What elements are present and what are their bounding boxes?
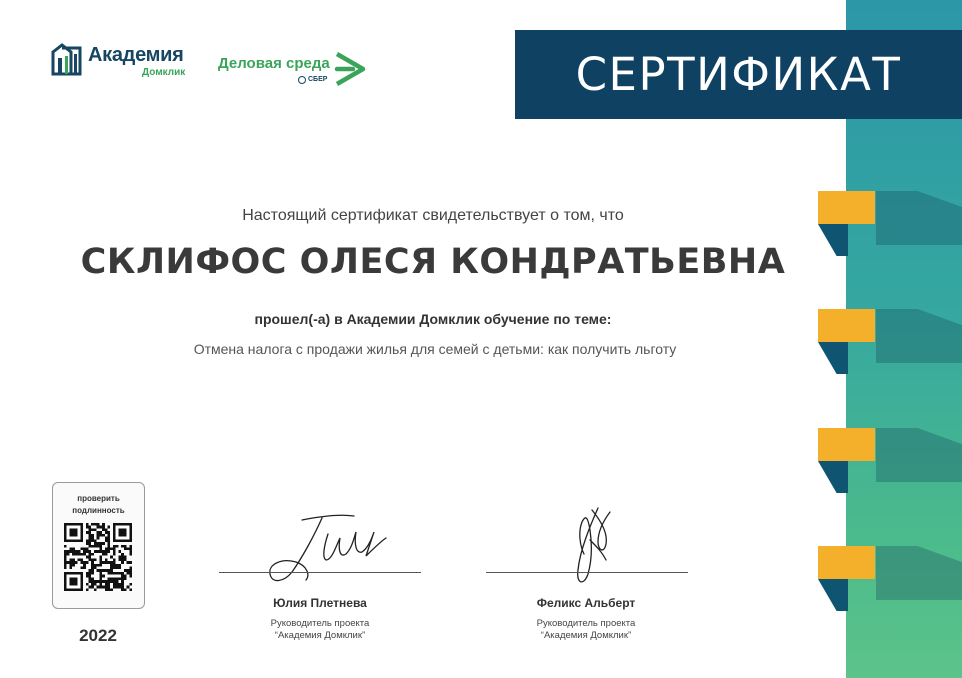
title-banner xyxy=(515,30,962,119)
signer-name: Юлия Плетнева xyxy=(273,596,367,610)
arrow-play-icon xyxy=(331,50,369,88)
signer-name: Феликс Альберт xyxy=(536,596,636,610)
qr-code[interactable] xyxy=(64,523,132,591)
qr-verification-card[interactable] xyxy=(52,482,145,609)
decorative-tab xyxy=(818,428,876,498)
signature-pletneva xyxy=(262,508,392,590)
signature-line xyxy=(486,572,688,573)
signature-line xyxy=(219,572,421,573)
signer-role-line: Руководитель проекта xyxy=(270,618,370,629)
signer-role xyxy=(190,618,450,642)
intro-text: Настоящий сертификат свидетельствует о том, что xyxy=(242,207,624,224)
academy-domclick-logo xyxy=(50,42,200,82)
signer-role xyxy=(456,618,716,642)
signer-role-line: “Академия Домклик” xyxy=(274,630,366,641)
passed-text: прошел(-а) в Академии Домклик обучение по теме: xyxy=(254,311,612,327)
delovaya-sreda-logo xyxy=(218,50,370,92)
recipient-name: СКЛИФОС ОЛЕСЯ КОНДРАТЬЕВНА xyxy=(80,242,786,282)
building-icon xyxy=(50,42,84,76)
signer-1 xyxy=(190,596,450,642)
signer-role-line: “Академия Домклик” xyxy=(540,630,632,641)
decorative-tab xyxy=(818,546,876,616)
academy-logo-text: Академия xyxy=(88,44,184,66)
signer-role-line: Руководитель проекта xyxy=(536,618,636,629)
signer-2 xyxy=(456,596,716,642)
certificate-title: СЕРТИФИКАТ xyxy=(575,48,902,101)
academy-logo-subtext: Домклик xyxy=(142,67,186,78)
partner-logo-text: Деловая среда xyxy=(218,55,330,72)
qr-label: проверить подлинность xyxy=(72,494,125,515)
course-topic: Отмена налога с продажи жилья для семей с детьми: как получить льготу xyxy=(193,341,677,357)
sber-icon xyxy=(298,76,306,84)
partner-logo-subtext: СБЕР xyxy=(308,76,328,83)
signature-albert xyxy=(562,500,622,592)
issue-year: 2022 xyxy=(79,626,117,645)
